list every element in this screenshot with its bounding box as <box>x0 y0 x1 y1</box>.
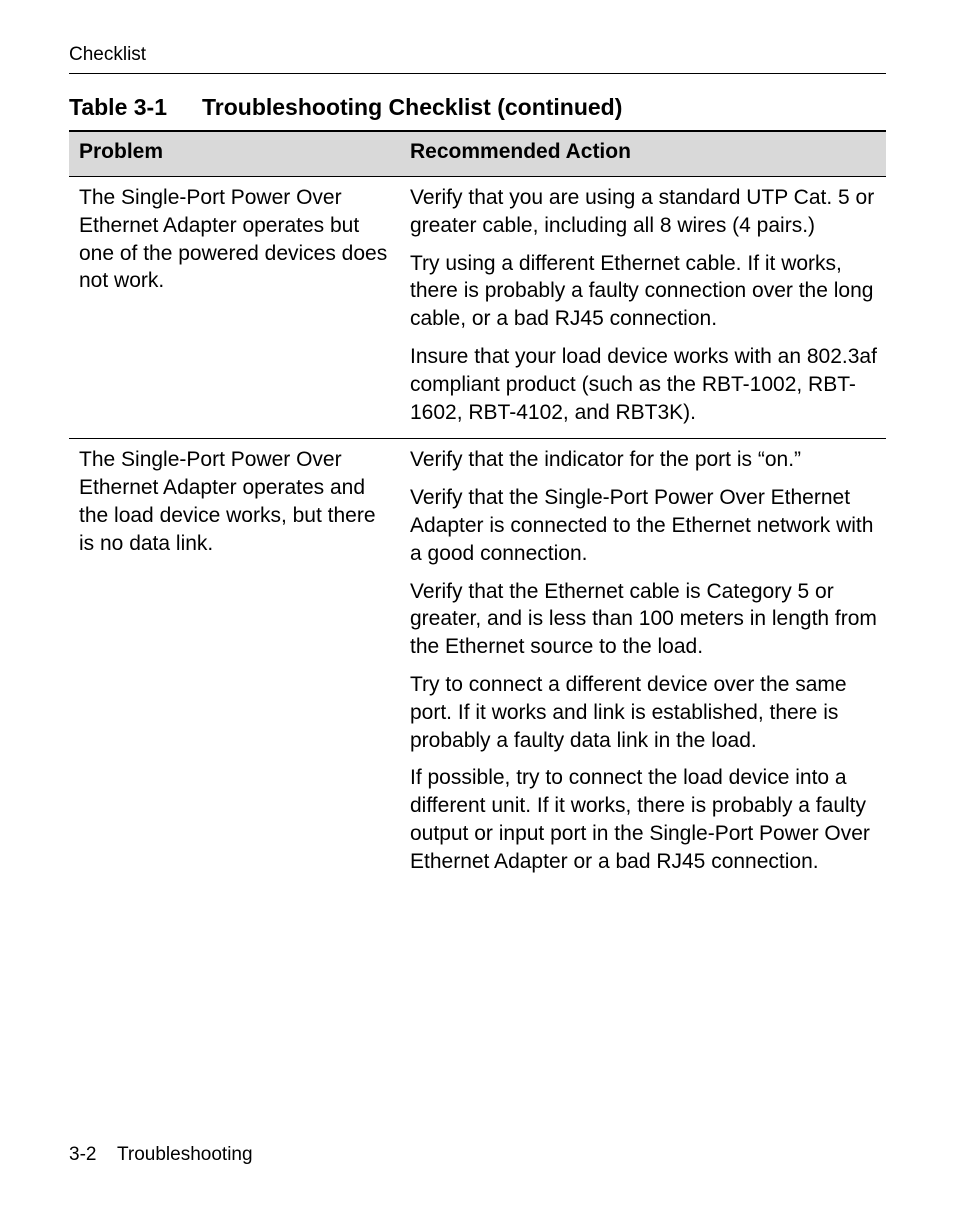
action-paragraph: If possible, try to connect the load device into a different unit. If it works, there is probably a faulty output or input port in the Single-Port Power Over Ethernet Adapter or a bad RJ45 connection. <box>410 766 870 873</box>
problem-cell: The Single-Port Power Over Ethernet Adapter operates but one of the powered devices does not work. <box>79 186 388 293</box>
action-paragraph: Verify that the indicator for the port is “on.” <box>410 448 802 472</box>
table-row <box>69 177 886 439</box>
action-paragraph: Try using a different Ethernet cable. If it works, there is probably a faulty connection over the long cable, or a bad RJ45 connection. <box>410 251 874 331</box>
action-paragraph: Try to connect a different device over the same port. If it works and link is established, there is probably a faulty data link in the load. <box>410 672 847 752</box>
table-caption <box>69 93 622 121</box>
footer-section-title: Troubleshooting <box>117 1144 253 1165</box>
page-number: 3-2 <box>69 1144 97 1165</box>
table-caption-number: Table 3-1 <box>69 94 167 120</box>
table-row <box>69 439 886 875</box>
header-rule <box>69 73 886 74</box>
action-paragraph: Verify that you are using a standard UTP Cat. 5 or greater cable, including all 8 wires (4 pairs.) <box>410 186 875 237</box>
table-caption-title: Troubleshooting Checklist (continued) <box>202 94 623 120</box>
problem-cell: The Single-Port Power Over Ethernet Adapter operates and the load device works, but there is no data link. <box>79 448 376 555</box>
running-head: Checklist <box>69 44 147 65</box>
column-header-problem: Problem <box>79 140 164 163</box>
troubleshooting-table <box>69 130 886 876</box>
action-cell <box>401 446 886 875</box>
action-paragraph: Verify that the Single-Port Power Over Ethernet Adapter is connected to the Ethernet network with a good connection. <box>410 486 874 565</box>
table-header-row <box>69 132 886 177</box>
action-paragraph: Verify that the Ethernet cable is Category 5 or greater, and is less than 100 meters in length from the Ethernet source to the load. <box>410 579 877 659</box>
page-footer <box>69 1144 253 1166</box>
action-paragraph: Insure that your load device works with an 802.3af compliant product (such as the RBT-1002, RBT-1602, RBT-4102, and RBT3K). <box>410 344 877 424</box>
action-cell <box>401 184 886 426</box>
column-header-recommended-action: Recommended Action <box>410 140 631 163</box>
